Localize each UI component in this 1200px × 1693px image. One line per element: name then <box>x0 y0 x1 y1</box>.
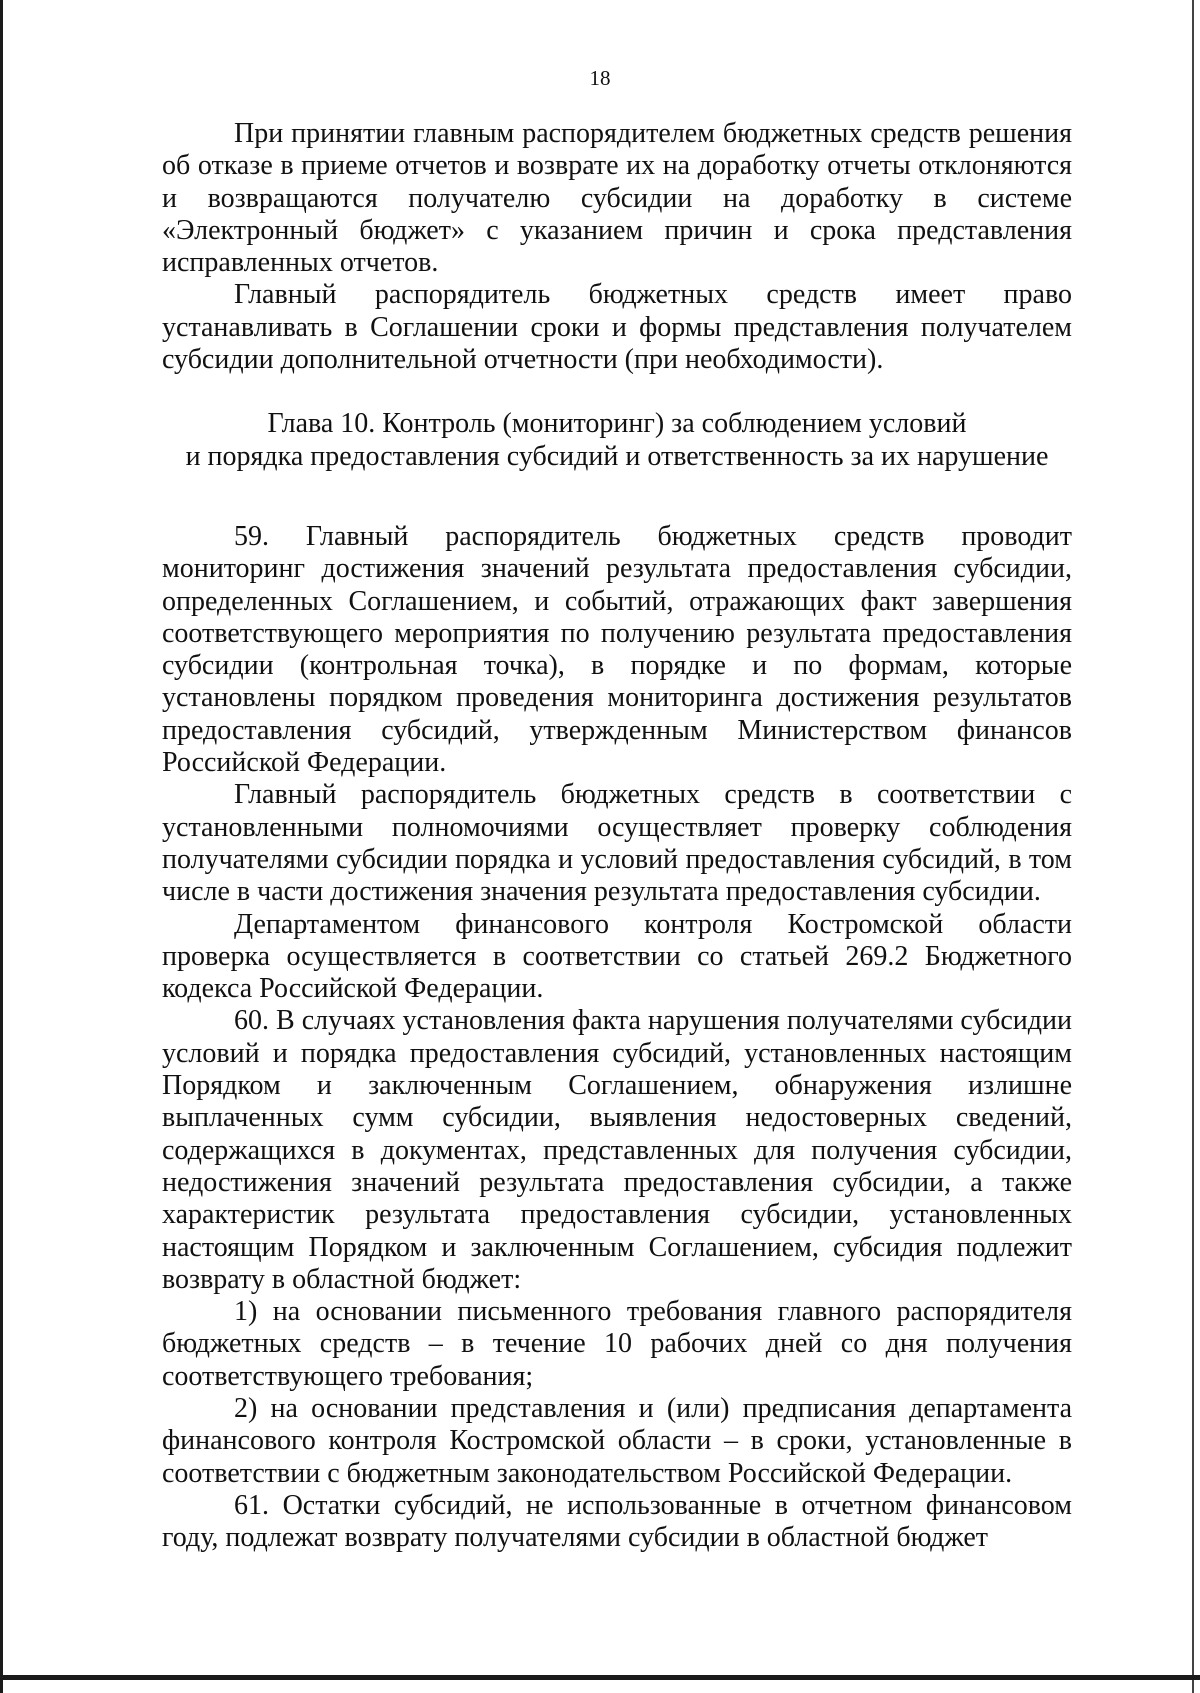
chapter-heading-line-1: Глава 10. Контроль (мониторинг) за соблюдением условий <box>267 408 967 440</box>
paragraph-financial-control: Департаментом финансового контроля Костромской области проверка осуществляется в соответствии со статьей 269.2 Бюджетного кодекса Российской Федерации. <box>162 908 1072 1005</box>
page-number: 18 <box>589 66 611 90</box>
scan-right-border <box>1192 0 1194 1693</box>
paragraph-refusal-of-reports: При принятии главным распорядителем бюджетных средств решения об отказе в приеме отчетов и возврате их на доработку отчеты отклоняются и возвращаются получателю субсидии на доработку в системе «Электронный бюджет» с указанием причин и срока представления исправленных отчетов. <box>162 118 1072 279</box>
paragraph-verification: Главный распорядитель бюджетных средств в соответствии с установленными полномочиями осуществляет проверку соблюдения получателями субсидии порядка и условий предоставления субсидий, в том числе в части достижения значения результата предоставления субсидии. <box>162 779 1072 908</box>
paragraph-60-item-2: 2) на основании представления и (или) предписания департамента финансового контроля Костромской области – в сроки, установленные в соответствии с бюджетным законодательством Российской Федерации. <box>162 1392 1072 1489</box>
paragraph-60-item-1: 1) на основании письменного требования главного распорядителя бюджетных средств – в течение 10 рабочих дней со дня получения соответствующего требования; <box>162 1296 1072 1392</box>
scan-left-border <box>0 0 3 1693</box>
paragraph-59: 59. Главный распорядитель бюджетных средств проводит мониторинг достижения значений результата предоставления субсидии, определенных Соглашением, и событий, отражающих факт завершения соответствующего мероприятия по получению результата предоставления субсидии (контрольная точка), в порядке и по формам, которые установлены порядком проведения мониторинга достижения результатов предоставления субсидий, утвержденным Министерством финансов Российской Федерации. <box>162 520 1072 779</box>
paragraph-additional-reporting: Главный распорядитель бюджетных средств имеет право устанавливать в Соглашении сроки и формы представления получателем субсидии дополнительной отчетности (при необходимости). <box>162 279 1072 376</box>
paragraph-60: 60. В случаях установления факта нарушения получателями субсидии условий и порядка предоставления субсидий, установленных настоящим Порядком и заключенным Соглашением, обнаружения излишне выплаченных сумм субсидии, выявления недостоверных сведений, содержащихся в документах, представленных для получения субсидии, недостижения значений результата предоставления субсидии, а также характеристик результата предоставления субсидии, установленных настоящим Порядком и заключенным Соглашением, субсидия подлежит возврату в областной бюджет: <box>162 1005 1072 1295</box>
chapter-heading <box>162 408 1072 473</box>
document-body <box>162 118 1072 1554</box>
chapter-heading-line-2: и порядка предоставления субсидий и ответственность за их нарушение <box>185 440 1049 472</box>
scan-bottom-border <box>0 1675 1200 1680</box>
paragraph-61: 61. Остатки субсидий, не использованные в отчетном финансовом году, подлежат возврату получателями субсидии в областной бюджет <box>162 1489 1072 1554</box>
